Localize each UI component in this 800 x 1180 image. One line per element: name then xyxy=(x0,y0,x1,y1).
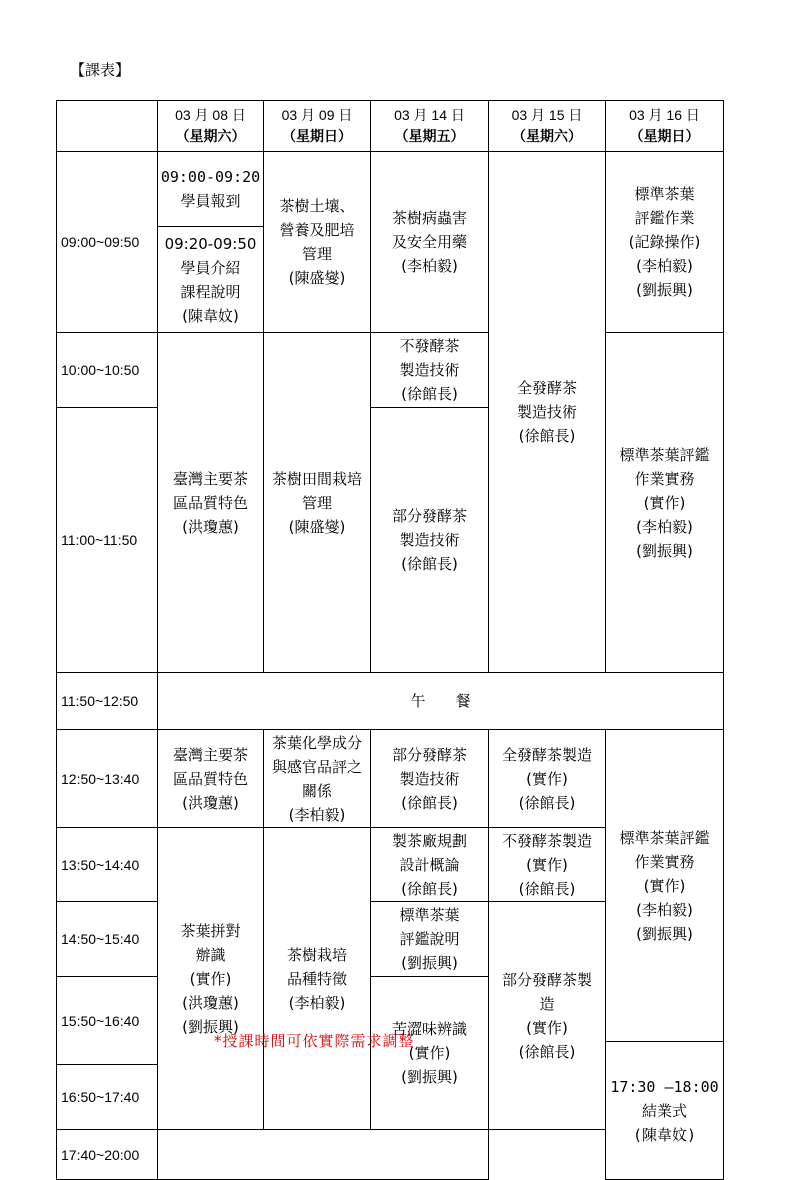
time-slot: 16:50~17:40 xyxy=(57,1065,158,1130)
schedule-cell xyxy=(158,828,264,1130)
cell-line: 管理 xyxy=(301,493,332,512)
page-title: 【課表】 xyxy=(70,61,131,79)
schedule-cell xyxy=(371,730,489,828)
cell-line: 評鑑說明 xyxy=(399,930,460,948)
cell-line: 結業式 xyxy=(641,1101,687,1120)
column-header: 03 月 08 日 （星期六） xyxy=(158,101,264,152)
schedule-cell xyxy=(371,408,489,673)
schedule-cell xyxy=(489,730,606,828)
cell-line: 不發酵茶 xyxy=(399,337,460,355)
schedule-cell xyxy=(489,902,606,1130)
time-slot: 17:40~20:00 xyxy=(57,1130,158,1180)
cell-line: (劉振興) xyxy=(401,954,458,972)
cell-line: 苦澀味辨識 xyxy=(391,1020,467,1038)
cell-line: 製造技術 xyxy=(399,531,460,549)
schedule-cell xyxy=(264,730,371,828)
time-slot: 11:50~12:50 xyxy=(57,673,158,730)
header-corner xyxy=(57,101,158,152)
cell-line: (實作) xyxy=(526,855,568,874)
cell-line: (李柏毅) xyxy=(401,257,458,275)
cell-line: (實作) xyxy=(643,493,686,512)
cell-line: 與感官品評之 xyxy=(271,757,362,776)
cell-line: 製造技術 xyxy=(399,769,460,788)
cell-line: 全發酵茶製造 xyxy=(501,745,592,764)
cell-line: (李柏毅) xyxy=(636,900,693,919)
cell-line: (徐館長) xyxy=(401,879,458,898)
empty-cell xyxy=(158,1130,489,1180)
cell-line: 標準茶葉 xyxy=(634,185,695,203)
schedule-cell xyxy=(158,152,264,227)
cell-line: 區品質特色 xyxy=(172,769,248,788)
cell-line: (洪瓊蕙) xyxy=(182,793,239,812)
cell-line: 17:30 –18:00 xyxy=(610,1077,719,1096)
cell-line: (實作) xyxy=(643,876,686,895)
schedule-note: *授課時間可依實際需求調整 xyxy=(214,1032,415,1050)
cell-line: 作業實務 xyxy=(634,852,695,871)
cell-line: (李柏毅) xyxy=(288,805,346,824)
cell-line: 品種特徵 xyxy=(286,969,347,988)
column-header: 03 月 09 日 （星期日） xyxy=(264,101,371,152)
schedule-cell xyxy=(158,333,264,673)
cell-line: 及安全用藥 xyxy=(391,233,467,251)
cell-line: 評鑑作業 xyxy=(634,209,695,227)
cell-line: (實作) xyxy=(189,969,232,988)
schedule-cell xyxy=(606,1042,724,1180)
column-header: 03 月 14 日 （星期五） xyxy=(371,101,489,152)
cell-line: 作業實務 xyxy=(634,469,695,488)
time-slot: 11:00~11:50 xyxy=(57,408,158,673)
schedule-cell xyxy=(606,152,724,333)
cell-line: 製造技術 xyxy=(399,361,460,379)
cell-line: 茶樹病蟲害 xyxy=(391,209,467,227)
cell-line: (徐館長) xyxy=(518,793,576,812)
cell-line: (陳韋妏) xyxy=(182,306,239,325)
time-slot: 13:50~14:40 xyxy=(57,828,158,902)
schedule-cell xyxy=(489,152,606,673)
cell-line: (劉振興) xyxy=(636,281,693,299)
cell-line: 營養及肥培 xyxy=(279,221,355,239)
cell-line: 製茶廠規劃 xyxy=(391,831,467,850)
cell-line: 製造技術 xyxy=(516,403,577,421)
cell-line: 區品質特色 xyxy=(172,493,248,512)
cell-line: (實作) xyxy=(526,769,568,788)
cell-line: (劉振興) xyxy=(636,924,693,943)
cell-line: 部分發酵茶製 xyxy=(501,970,592,989)
cell-line: (徐館長) xyxy=(401,555,458,573)
cell-line: (陳韋妏) xyxy=(632,1125,697,1144)
time-slot: 10:00~10:50 xyxy=(57,333,158,408)
course-schedule-table xyxy=(56,100,724,1180)
cell-line: 設計概論 xyxy=(399,855,460,874)
cell-line: (徐館長) xyxy=(518,1042,576,1061)
cell-line: (洪瓊蕙) xyxy=(182,517,239,536)
cell-line: 茶樹栽培 xyxy=(286,945,347,964)
schedule-cell xyxy=(371,977,489,1130)
schedule-cell xyxy=(489,828,606,902)
cell-line: (劉振興) xyxy=(182,1017,239,1036)
schedule-cell xyxy=(158,730,264,828)
cell-line: 臺灣主要茶 xyxy=(172,745,248,764)
cell-line: 課程說明 xyxy=(180,282,241,301)
cell-line: (陳盛燮) xyxy=(288,269,346,287)
schedule-cell xyxy=(264,333,371,673)
cell-line: (李柏毅) xyxy=(288,993,346,1012)
column-header: 03 月 15 日 （星期六） xyxy=(489,101,606,152)
cell-line: 茶樹土壤、 xyxy=(279,197,355,215)
cell-line: 辦識 xyxy=(195,945,226,964)
cell-line: (徐館長) xyxy=(401,385,458,403)
time-slot: 14:50~15:40 xyxy=(57,902,158,977)
cell-line: 標準茶葉 xyxy=(399,906,460,924)
cell-line: (實作) xyxy=(526,1018,568,1037)
schedule-cell xyxy=(371,333,489,408)
cell-line: 關係 xyxy=(301,781,332,800)
cell-line: 管理 xyxy=(301,245,332,263)
schedule-cell xyxy=(158,227,264,333)
cell-line: 臺灣主要茶 xyxy=(172,469,248,488)
time-slot: 12:50~13:40 xyxy=(57,730,158,828)
cell-line: (徐館長) xyxy=(518,427,576,445)
cell-line: 茶樹田間栽培 xyxy=(271,469,362,488)
cell-line: 茶葉拼對 xyxy=(180,921,241,940)
cell-line: 09:20-09:50 xyxy=(164,234,257,253)
schedule-cell xyxy=(371,828,489,902)
cell-line: 學員介紹 xyxy=(180,258,241,277)
cell-line: (陳盛燮) xyxy=(288,517,346,536)
cell-line: 部分發酵茶 xyxy=(391,745,467,764)
lunch-cell: 午 餐 xyxy=(158,673,724,730)
cell-line: 標準茶葉評鑑 xyxy=(619,828,710,847)
column-header: 03 月 16 日 （星期日） xyxy=(606,101,724,152)
schedule-cell xyxy=(371,152,489,333)
schedule-cell xyxy=(606,730,724,1042)
cell-line: 部分發酵茶 xyxy=(391,507,467,525)
cell-line: (徐館長) xyxy=(518,879,576,898)
cell-line: (洪瓊蕙) xyxy=(182,993,239,1012)
cell-line: (記錄操作) xyxy=(628,233,701,251)
schedule-cell xyxy=(371,902,489,977)
time-slot: 15:50~16:40 xyxy=(57,977,158,1065)
cell-line: (李柏毅) xyxy=(636,517,693,536)
cell-line: (李柏毅) xyxy=(636,257,693,275)
schedule-cell xyxy=(264,828,371,1130)
cell-line: 造 xyxy=(539,994,555,1013)
cell-line: 不發酵茶製造 xyxy=(501,831,592,850)
cell-line: 全發酵茶 xyxy=(516,379,577,397)
cell-line: 學員報到 xyxy=(180,192,241,210)
cell-line: (實作) xyxy=(408,1044,451,1062)
time-slot: 09:00~09:50 xyxy=(57,152,158,333)
schedule-cell xyxy=(264,152,371,333)
cell-line: 標準茶葉評鑑 xyxy=(619,445,710,464)
cell-line: (劉振興) xyxy=(636,541,693,560)
cell-line: (劉振興) xyxy=(401,1068,458,1086)
schedule-cell xyxy=(606,333,724,673)
cell-line: 茶葉化學成分 xyxy=(271,733,362,752)
cell-line: 09:00-09:20 xyxy=(160,168,261,186)
cell-line: (徐館長) xyxy=(401,793,458,812)
